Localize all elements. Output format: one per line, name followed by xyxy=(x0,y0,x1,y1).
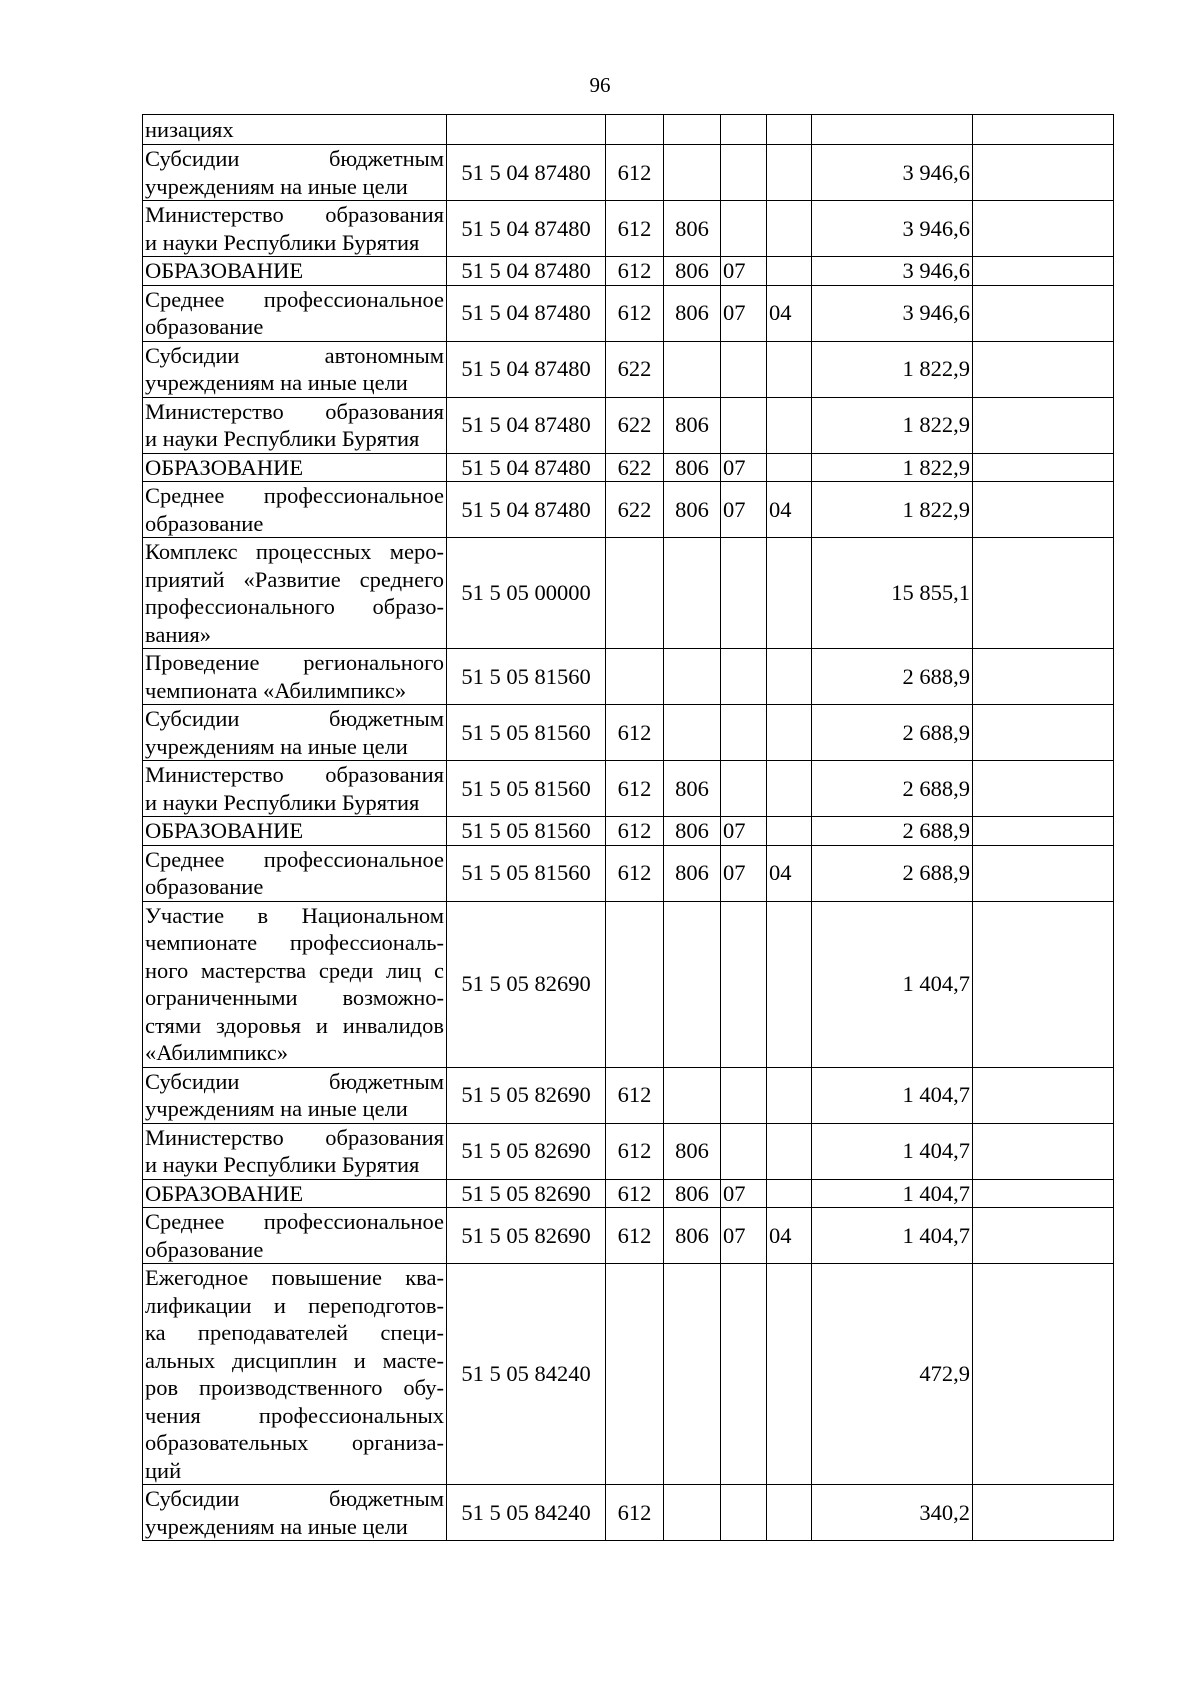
table-row xyxy=(143,705,1114,761)
row-subsection xyxy=(767,1067,812,1123)
row-name xyxy=(143,1485,447,1541)
row-expense-type: 612 xyxy=(606,705,664,761)
row-section: 07 xyxy=(721,285,767,341)
row-amount: 1 404,7 xyxy=(812,1208,973,1264)
row-amount: 1 404,7 xyxy=(812,1067,973,1123)
row-section xyxy=(721,649,767,705)
row-ministry-code: 806 xyxy=(664,1208,721,1264)
row-subsection: 04 xyxy=(767,482,812,538)
row-section xyxy=(721,1264,767,1485)
row-expense-type: 612 xyxy=(606,761,664,817)
row-subsection xyxy=(767,649,812,705)
row-amount: 2 688,9 xyxy=(812,845,973,901)
row-amount xyxy=(812,115,973,145)
row-name-line: Среднее профессиональное xyxy=(145,483,444,508)
row-code: 51 5 04 87480 xyxy=(447,453,606,482)
row-name-line: Участие в Национальном xyxy=(145,902,444,928)
row-code: 51 5 05 82690 xyxy=(447,1179,606,1208)
row-section: 07 xyxy=(721,1208,767,1264)
table-row xyxy=(143,115,1114,145)
table-row xyxy=(143,1123,1114,1179)
row-name-line: и науки Республики Бурятия xyxy=(145,1152,420,1177)
row-subsection xyxy=(767,115,812,145)
row-section: 07 xyxy=(721,482,767,538)
row-empty-cell xyxy=(973,257,1114,286)
row-name xyxy=(143,538,447,649)
row-name-line: учреждениям на иные цели xyxy=(145,1513,408,1539)
row-subsection xyxy=(767,1123,812,1179)
row-ministry-code xyxy=(664,1264,721,1485)
row-ministry-code xyxy=(664,649,721,705)
row-name xyxy=(143,845,447,901)
row-expense-type: 612 xyxy=(606,1179,664,1208)
row-name-line: и науки Республики Бурятия xyxy=(145,426,420,451)
row-ministry-code: 806 xyxy=(664,201,721,257)
row-name xyxy=(143,285,447,341)
row-ministry-code: 806 xyxy=(664,1179,721,1208)
table-row xyxy=(143,257,1114,286)
row-empty-cell xyxy=(973,901,1114,1067)
row-subsection xyxy=(767,201,812,257)
page-number: 96 xyxy=(589,73,611,97)
row-expense-type xyxy=(606,649,664,705)
row-expense-type: 612 xyxy=(606,1485,664,1541)
row-section: 07 xyxy=(721,257,767,286)
table-row xyxy=(143,845,1114,901)
row-name-line: Министерство образования xyxy=(145,398,444,424)
row-name-line: ОБРАЗОВАНИЕ xyxy=(145,818,304,843)
row-ministry-code: 806 xyxy=(664,285,721,341)
row-name-line: альных дисциплин и масте- xyxy=(145,1347,444,1373)
row-code xyxy=(447,115,606,145)
row-section: 07 xyxy=(721,1179,767,1208)
row-code: 51 5 05 81560 xyxy=(447,649,606,705)
table-row xyxy=(143,761,1114,817)
row-code: 51 5 05 84240 xyxy=(447,1485,606,1541)
row-subsection xyxy=(767,761,812,817)
row-empty-cell xyxy=(973,285,1114,341)
table-row xyxy=(143,341,1114,397)
row-empty-cell xyxy=(973,397,1114,453)
row-amount: 1 822,9 xyxy=(812,482,973,538)
row-name-line: Субсидии бюджетным xyxy=(145,1068,444,1094)
table-row xyxy=(143,1264,1114,1485)
row-name-line: Министерство образования xyxy=(145,202,444,227)
row-expense-type: 622 xyxy=(606,341,664,397)
row-empty-cell xyxy=(973,201,1114,257)
row-name-line: чемпионата «Абилимпикс» xyxy=(145,677,407,703)
row-expense-type xyxy=(606,538,664,649)
row-expense-type: 622 xyxy=(606,482,664,538)
row-subsection xyxy=(767,901,812,1067)
row-empty-cell xyxy=(973,145,1114,201)
row-section: 07 xyxy=(721,817,767,846)
row-section xyxy=(721,397,767,453)
row-empty-cell xyxy=(973,761,1114,817)
row-name-line: Ежегодное повышение ква- xyxy=(145,1265,444,1290)
row-code: 51 5 04 87480 xyxy=(447,285,606,341)
row-name xyxy=(143,482,447,538)
row-name-line: ка преподавателей специ- xyxy=(145,1320,444,1345)
row-name xyxy=(143,453,447,482)
row-amount: 2 688,9 xyxy=(812,649,973,705)
row-empty-cell xyxy=(973,1123,1114,1179)
row-name-line: ного мастерства среди лиц с xyxy=(145,957,444,983)
row-subsection xyxy=(767,257,812,286)
row-expense-type: 612 xyxy=(606,201,664,257)
row-name xyxy=(143,341,447,397)
row-name-line: Субсидии бюджетным xyxy=(145,146,444,171)
row-code: 51 5 05 84240 xyxy=(447,1264,606,1485)
row-code: 51 5 05 82690 xyxy=(447,1208,606,1264)
row-amount: 1 822,9 xyxy=(812,397,973,453)
row-code: 51 5 04 87480 xyxy=(447,201,606,257)
row-section: 07 xyxy=(721,845,767,901)
row-name-line: Субсидии бюджетным xyxy=(145,706,444,731)
row-name-line: вания» xyxy=(145,621,211,647)
table-row xyxy=(143,1179,1114,1208)
row-name-line: учреждениям на иные цели xyxy=(145,1096,408,1121)
row-ministry-code: 806 xyxy=(664,482,721,538)
row-name-line: Среднее профессиональное xyxy=(145,286,444,312)
row-name xyxy=(143,145,447,201)
row-amount: 2 688,9 xyxy=(812,705,973,761)
row-expense-type xyxy=(606,115,664,145)
row-amount: 2 688,9 xyxy=(812,817,973,846)
row-name-line: «Абилимпикс» xyxy=(145,1040,289,1065)
row-empty-cell xyxy=(973,649,1114,705)
row-name xyxy=(143,649,447,705)
row-empty-cell xyxy=(973,1208,1114,1264)
row-name xyxy=(143,901,447,1067)
row-name-line: чемпионате профессиональ- xyxy=(145,930,444,955)
row-name-line: ров производственного обу- xyxy=(145,1375,444,1400)
row-section xyxy=(721,1123,767,1179)
row-code: 51 5 05 81560 xyxy=(447,761,606,817)
row-section: 07 xyxy=(721,453,767,482)
row-name xyxy=(143,1123,447,1179)
row-section xyxy=(721,145,767,201)
table-row xyxy=(143,1485,1114,1541)
row-name-line: ОБРАЗОВАНИЕ xyxy=(145,258,304,283)
row-amount: 3 946,6 xyxy=(812,257,973,286)
row-name-line: и науки Республики Бурятия xyxy=(145,789,420,815)
budget-table xyxy=(142,114,1114,1541)
row-subsection xyxy=(767,705,812,761)
table-body xyxy=(143,115,1114,1541)
row-ministry-code: 806 xyxy=(664,761,721,817)
row-amount: 2 688,9 xyxy=(812,761,973,817)
table-row xyxy=(143,285,1114,341)
row-amount: 1 404,7 xyxy=(812,1179,973,1208)
row-amount: 340,2 xyxy=(812,1485,973,1541)
row-code: 51 5 04 87480 xyxy=(447,397,606,453)
row-subsection xyxy=(767,1264,812,1485)
row-expense-type: 612 xyxy=(606,845,664,901)
row-name-line: Субсидии бюджетным xyxy=(145,1486,444,1511)
row-ministry-code xyxy=(664,901,721,1067)
row-ministry-code xyxy=(664,115,721,145)
row-amount: 3 946,6 xyxy=(812,201,973,257)
row-ministry-code xyxy=(664,1067,721,1123)
row-name-line: чения профессиональных xyxy=(145,1402,444,1428)
row-subsection xyxy=(767,397,812,453)
row-subsection xyxy=(767,341,812,397)
row-expense-type: 612 xyxy=(606,145,664,201)
row-name-line: низациях xyxy=(145,116,234,142)
table-row xyxy=(143,1208,1114,1264)
row-expense-type: 622 xyxy=(606,397,664,453)
row-empty-cell xyxy=(973,453,1114,482)
row-code: 51 5 05 82690 xyxy=(447,1123,606,1179)
row-name xyxy=(143,1179,447,1208)
table-row xyxy=(143,649,1114,705)
row-subsection: 04 xyxy=(767,285,812,341)
row-name-line: Проведение регионального xyxy=(145,650,444,675)
row-expense-type xyxy=(606,1264,664,1485)
row-empty-cell xyxy=(973,845,1114,901)
row-code: 51 5 04 87480 xyxy=(447,257,606,286)
row-expense-type: 622 xyxy=(606,453,664,482)
row-ministry-code xyxy=(664,1485,721,1541)
row-ministry-code xyxy=(664,341,721,397)
row-name xyxy=(143,1264,447,1485)
row-name-line: образование xyxy=(145,1236,264,1262)
table-row xyxy=(143,817,1114,846)
row-name-line: учреждениям на иные цели xyxy=(145,733,408,759)
row-empty-cell xyxy=(973,115,1114,145)
row-name xyxy=(143,1067,447,1123)
row-amount: 472,9 xyxy=(812,1264,973,1485)
row-ministry-code: 806 xyxy=(664,397,721,453)
row-code: 51 5 05 81560 xyxy=(447,817,606,846)
table-row xyxy=(143,482,1114,538)
row-amount: 1 822,9 xyxy=(812,341,973,397)
row-section xyxy=(721,901,767,1067)
row-empty-cell xyxy=(973,705,1114,761)
row-expense-type: 612 xyxy=(606,1123,664,1179)
row-amount: 1 404,7 xyxy=(812,901,973,1067)
row-empty-cell xyxy=(973,1067,1114,1123)
row-empty-cell xyxy=(973,538,1114,649)
row-expense-type: 612 xyxy=(606,257,664,286)
row-section xyxy=(721,1067,767,1123)
row-ministry-code: 806 xyxy=(664,845,721,901)
row-expense-type xyxy=(606,901,664,1067)
row-empty-cell xyxy=(973,482,1114,538)
row-ministry-code: 806 xyxy=(664,453,721,482)
row-name xyxy=(143,1208,447,1264)
row-empty-cell xyxy=(973,1179,1114,1208)
row-code: 51 5 04 87480 xyxy=(447,482,606,538)
row-section xyxy=(721,705,767,761)
table-row xyxy=(143,1067,1114,1123)
table-row xyxy=(143,201,1114,257)
row-code: 51 5 05 00000 xyxy=(447,538,606,649)
row-amount: 3 946,6 xyxy=(812,285,973,341)
row-name-line: образование xyxy=(145,314,264,339)
row-name xyxy=(143,397,447,453)
row-section xyxy=(721,761,767,817)
row-code: 51 5 05 81560 xyxy=(447,705,606,761)
row-expense-type: 612 xyxy=(606,1208,664,1264)
row-name-line: учреждениям на иные цели xyxy=(145,370,408,395)
row-section xyxy=(721,538,767,649)
table-row xyxy=(143,538,1114,649)
row-section xyxy=(721,115,767,145)
table-row xyxy=(143,145,1114,201)
table-row xyxy=(143,397,1114,453)
row-subsection xyxy=(767,817,812,846)
row-subsection xyxy=(767,538,812,649)
row-name xyxy=(143,761,447,817)
row-subsection xyxy=(767,1179,812,1208)
row-name-line: лификации и переподготов- xyxy=(145,1292,444,1318)
row-amount: 1 822,9 xyxy=(812,453,973,482)
row-amount: 1 404,7 xyxy=(812,1123,973,1179)
row-empty-cell xyxy=(973,341,1114,397)
row-ministry-code: 806 xyxy=(664,257,721,286)
row-code: 51 5 05 81560 xyxy=(447,845,606,901)
row-name-line: Среднее профессиональное xyxy=(145,1209,444,1234)
row-subsection: 04 xyxy=(767,1208,812,1264)
row-code: 51 5 04 87480 xyxy=(447,145,606,201)
row-subsection xyxy=(767,1485,812,1541)
row-empty-cell xyxy=(973,1485,1114,1541)
row-name-line: и науки Республики Бурятия xyxy=(145,229,420,255)
row-name-line: образование xyxy=(145,874,264,899)
row-name xyxy=(143,201,447,257)
row-name-line: ограниченными возможно- xyxy=(145,985,444,1010)
row-name-line: ОБРАЗОВАНИЕ xyxy=(145,1180,304,1206)
row-code: 51 5 05 82690 xyxy=(447,901,606,1067)
row-name xyxy=(143,257,447,286)
row-name-line: ОБРАЗОВАНИЕ xyxy=(145,454,304,480)
row-name-line: приятий «Развитие среднего xyxy=(145,566,444,592)
row-amount: 15 855,1 xyxy=(812,538,973,649)
row-expense-type: 612 xyxy=(606,817,664,846)
row-ministry-code xyxy=(664,145,721,201)
table-row xyxy=(143,901,1114,1067)
row-expense-type: 612 xyxy=(606,1067,664,1123)
row-name-line: стями здоровья и инвалидов xyxy=(145,1012,444,1038)
row-section xyxy=(721,201,767,257)
row-subsection: 04 xyxy=(767,845,812,901)
row-name-line: Комплекс процессных меро- xyxy=(145,539,444,564)
row-expense-type: 612 xyxy=(606,285,664,341)
row-code: 51 5 04 87480 xyxy=(447,341,606,397)
row-name-line: профессионального образо- xyxy=(145,594,444,619)
row-ministry-code xyxy=(664,538,721,649)
row-name-line: ций xyxy=(145,1457,182,1483)
row-amount: 3 946,6 xyxy=(812,145,973,201)
row-name-line: Среднее профессиональное xyxy=(145,846,444,872)
row-ministry-code xyxy=(664,705,721,761)
row-name xyxy=(143,705,447,761)
table-row xyxy=(143,453,1114,482)
row-empty-cell xyxy=(973,1264,1114,1485)
row-name-line: образовательных организа- xyxy=(145,1430,444,1455)
row-name-line: Министерство образования xyxy=(145,1124,444,1150)
row-name xyxy=(143,115,447,145)
row-section xyxy=(721,341,767,397)
row-name-line: образование xyxy=(145,510,264,536)
row-empty-cell xyxy=(973,817,1114,846)
row-subsection xyxy=(767,453,812,482)
row-name-line: Субсидии автономным xyxy=(145,342,444,368)
row-name-line: Министерство образования xyxy=(145,762,444,787)
row-section xyxy=(721,1485,767,1541)
row-ministry-code: 806 xyxy=(664,1123,721,1179)
row-name-line: учреждениям на иные цели xyxy=(145,173,408,199)
row-subsection xyxy=(767,145,812,201)
row-ministry-code: 806 xyxy=(664,817,721,846)
row-code: 51 5 05 82690 xyxy=(447,1067,606,1123)
row-name xyxy=(143,817,447,846)
